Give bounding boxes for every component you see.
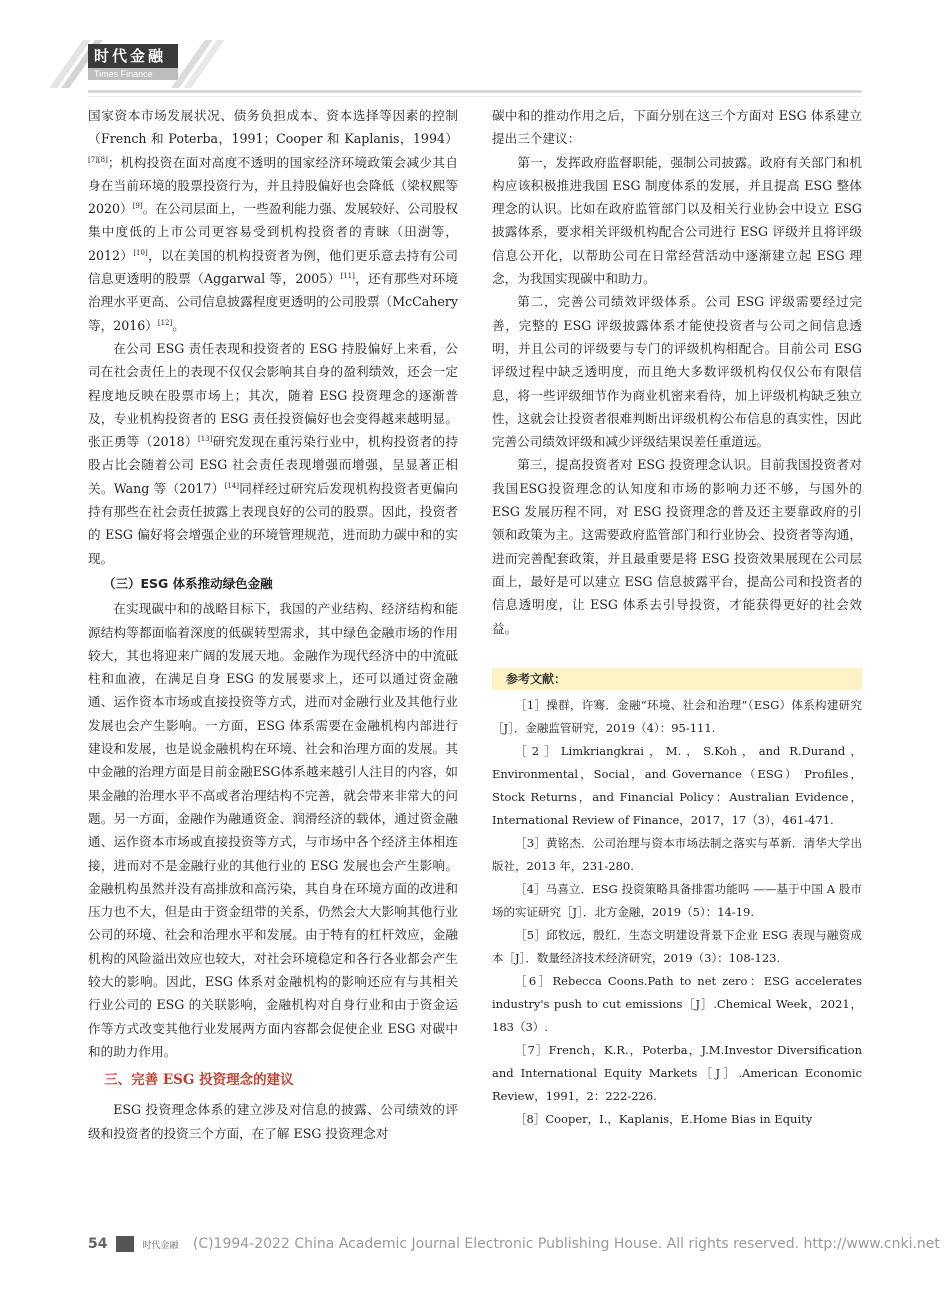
paragraph: 碳中和的推动作用之后，下面分别在这三个方面对 ESG 体系建立提出三个建议： [492,108,862,147]
right-column [492,104,862,1131]
reference-item: ［6］Rebecca Coons.Path to net zero：ESG accelerates industry's push to cut emissions［J］.Chemical Week，2021，183（3）. [492,973,862,1034]
citation: [10] [133,248,148,257]
reference-item: ［8］Cooper，I.，Kaplanis，E.Home Bias in Equity [515,1111,813,1126]
header-rule [88,90,862,93]
reference-item: ［1］操群，许骞．金融“环境、社会和治理”（ESG）体系构建研究［J］．金融监管研究，2019（4）：95-111. [492,697,862,735]
reference-item: ［3］黄铭杰．公司治理与资本市场法制之落实与革新．清华大学出版社，2013 年，231-280. [492,835,862,873]
reference-item: ［7］French，K.R.，Poterba，J.M.Investor Diversification and International Equity Markets［J］.American Economic Review，1991，2：222-226. [492,1042,862,1103]
journal-masthead [88,44,178,82]
paragraph: 第三，提高投资者对 ESG 投资理念认识。目前我国投资者对我国ESG投资理念的认知度和市场的影响力还不够，与国外的 ESG 发展历程不同，对 ESG 投资理念的普及还主要靠政府的引领和政策为主。这需要政府监管部门和行业协会、投资者等沟通，进而完善配套政策，并且最重要是将 ESG 投资效果展现在公司层面上，最好是可以建立 ESG 信息披露平台，提高公司和投资者的信息透明度，让 ESG 体系去引导投资，才能获得更好的社会效益。 [492,457,862,636]
paragraph: 在公司 ESG 责任表现和投资者的 ESG 持股偏好上来看，公司在社会责任上的表现不仅仅会影响其自身的盈利绩效，还会一定程度地反映在股票市场上；其次，随着 ESG 投资理念的逐渐普及，专业机构投资者的 ESG 责任投资偏好也会变得越来越明显。张正勇等（2018）[13]研究发现在重污染行业中，机构投资者的持股占比会随着公司 ESG 社会责任表现增强而增强，呈显著正相关。Wang 等（2017）[14]同样经过研究后发现机构投资者更偏向持有那些在社会责任披露上表现良好的公司的股票。因此，投资者的 ESG 偏好将会增强企业的环境管理规范，进而助力碳中和的实现。 [88,340,458,566]
citation: [14] [224,481,239,490]
citation: [11] [340,271,355,280]
header-rule-thin [88,96,862,97]
paragraph: 第二，完善公司绩效评级体系。公司 ESG 评级需要经过完善，完整的 ESG 评级披露体系才能使投资者与公司之间信息透明，并且公司的评级要与专门的评级机构相配合。目前公司 ESG 评级过程中缺乏透明度，而且绝大多数评级机构仅仅公布有限信息，将一些评级细节作为商业机密来看待，加上评级机构缺乏独立性，这就会让投资者很难判断出评级机构公布信息的真实性，因此完善公司绩效评级和减少评级结果误差任重道远。 [492,294,862,450]
page-number: 54 [88,1236,108,1252]
copyright-notice: (C)1994-2022 China Academic Journal Electronic Publishing House. All rights reserved. http://www.cnki.net [192,1236,940,1252]
paragraph: ESG 投资理念体系的建立涉及对信息的披露、公司绩效的评级和投资者的投资三个方面，在了解 ESG 投资理念对 [88,1102,458,1141]
journal-name-en: Times Finance [88,68,178,80]
reference-list [492,694,862,1131]
references-heading: 参考文献： [492,668,862,690]
paragraph: 第一，发挥政府监督职能，强制公司披露。政府有关部门和机构应该积极推进我国 ESG 制度体系的发展，并且提高 ESG 整体理念的认识。比如在政府监管部门以及相关行业协会中设立 ESG 披露体系，要求相关评级机构配合公司进行 ESG 评级并且将评级信息公开化，以帮助公司在日常经营活动中逐渐建立起 ESG 理念，为我国实现碳中和助力。 [492,154,862,287]
citation: [12] [157,318,173,327]
journal-name-cn: 时代金融 [88,44,178,68]
paragraph: 国家资本市场发展状况、债务负担成本、资本选择等因素的控制（French 和 Poterba，1991；Cooper 和 Kaplanis，1994）[7][8]；机构投资在面对高度不透明的国家经济环境政策会减少其自身在当前环境的股票投资行为，并且持股偏好也会降低（梁权熙等 2020）[9]。在公司层面上，一些盈利能力强、发展较好、公司股权集中度低的上市公司更容易受到机构投资者的青睐（田澍等，2012）[10]，以在美国的机构投资者为例，他们更乐意去持有公司信息更透明的股票（Aggarwal 等，2005）[11]，还有那些对环境治理水平更高、公司信息披露程度更透明的公司股票（McCahery 等，2016）[12]。 [88,108,459,333]
citation: [7][8] [88,155,108,164]
subsection-heading: （三）ESG 体系推动绿色金融 [103,575,273,591]
footer-logo-text: 时代金融 [142,1241,179,1251]
left-column [88,104,458,1145]
citation: [13] [197,434,213,443]
journal-logo-icon [116,1236,134,1252]
reference-item: ［4］马喜立．ESG 投资策略具备排雷功能吗 ——基于中国 A 股市场的实证研究［J］．北方金融，2019（5）：14-19. [492,881,862,919]
reference-item: ［5］邱牧远，殷红．生态文明建设背景下企业 ESG 表现与融资成本［J］．数量经济技术经济研究，2019（3）：108-123. [492,927,862,965]
reference-item: ［2］Limkriangkrai，M.，S.Koh，and R.Durand，Environmental，Social，and Governance（ESG） Profiles，Stock Returns，and Financial Policy：Australian Evidence，International Review of Finance，2017，17（3），461-471. [492,743,862,827]
paragraph: 在实现碳中和的战略目标下，我国的产业结构、经济结构和能源结构等都面临着深度的低碳转型需求，其中绿色金融市场的作用较大，其也将迎来广阔的发展天地。金融作为现代经济中的中流砥柱和血液，在满足自身 ESG 的发展要求上，还可以通过资金融通、运作资本市场或直接投资等方式，进而对金融行业及其他行业发展也会产生影响。一方面，ESG 体系需要在金融机构内部进行建设和发展，也是说金融机构在环境、社会和治理方面的发展。其中金融的治理方面是目前金融ESG体系越来越引人注目的内容，如果金融的治理水平不高或者治理结构不完善，就会带来非常大的问题。另一方面，金融作为融通资金、润滑经济的载体，通过资金融通、运作资本市场或直接投资等方式，与市场中各个经济主体相连接，进而对不是金融行业的其他行业的 ESG 发展也会产生影响。金融机构虽然并没有高排放和高污染，其自身在环境方面的改进和压力也不大，但是由于资金纽带的关系，仍然会大大影响其他行业公司的环境、社会和治理水平和发展。由于特有的杠杆效应，金融机构的风险溢出效应也较大，对社会环境稳定和各行各业都会产生较大的影响。因此，ESG 体系对金融机构的影响还应有与其相关行业公司的 ESG 的关联影响，金融机构对自身行业和由于资金运作等方式改变其他行业发展两方面内容都会促使企业 ESG 对碳中和的助力作用。 [88,601,458,1059]
section-heading: 三、完善 ESG 投资理念的建议 [104,1072,294,1089]
citation: [9] [132,202,143,210]
page-footer [88,1236,940,1252]
